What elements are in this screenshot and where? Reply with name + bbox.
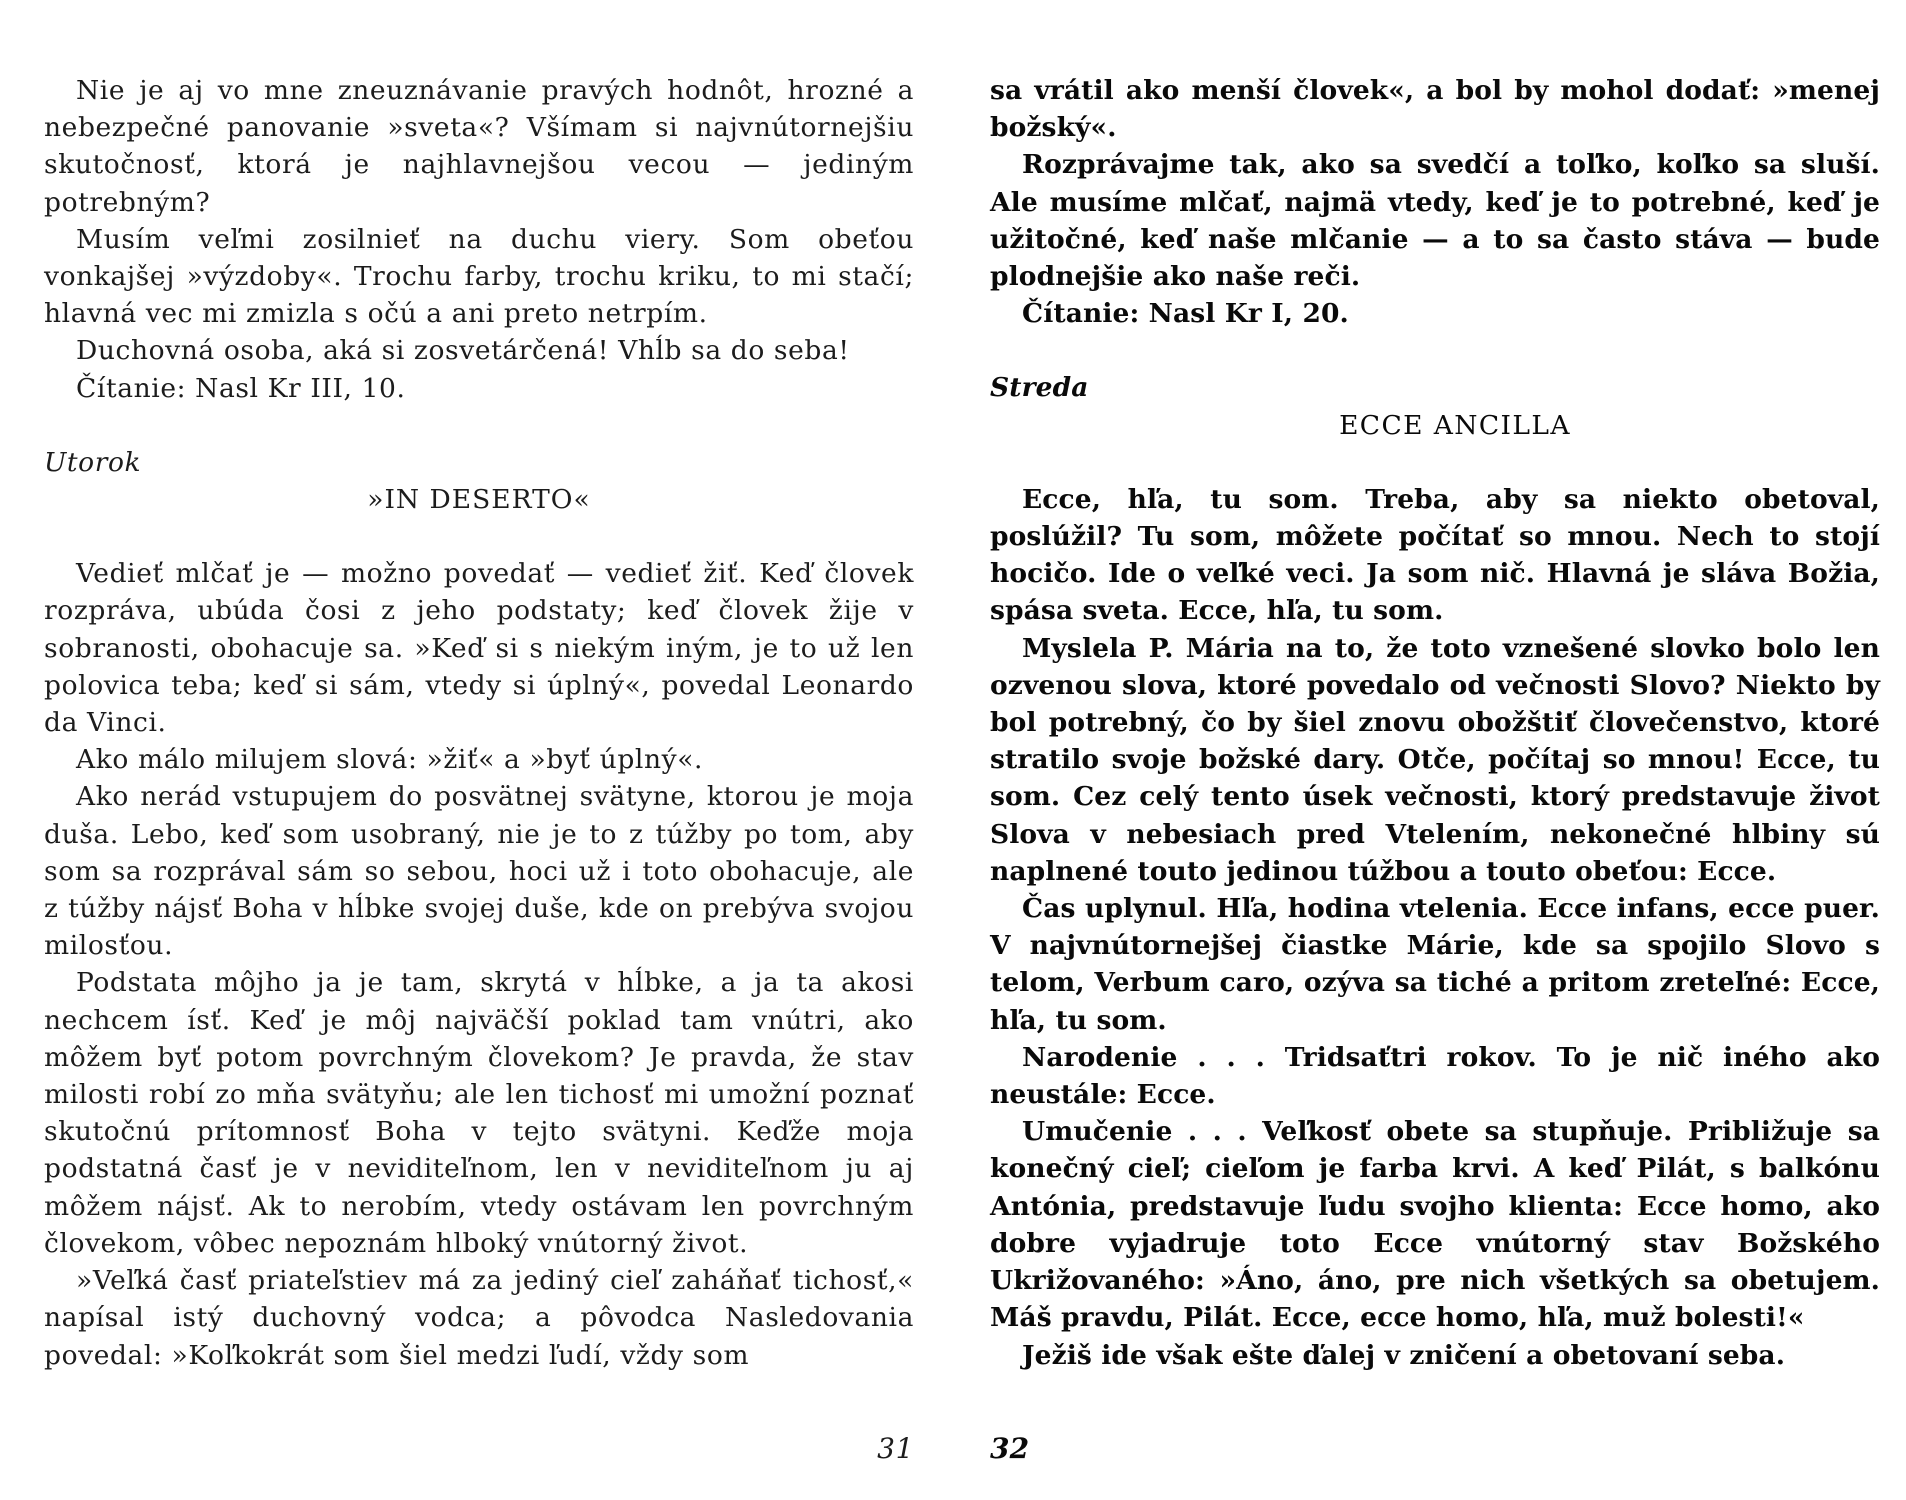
day-label: Streda xyxy=(990,372,1089,404)
right-page xyxy=(990,0,1880,1500)
left-page-text xyxy=(44,72,914,1374)
paragraph: Narodenie . . . Tridsaťtri rokov. To je nič iného ako neustále: Ecce. xyxy=(990,1041,1880,1111)
paragraph: Podstata môjho ja je tam, skrytá v hĺbke, a ja ta akosi nechcem ísť. Keď je môj najväčší poklad tam vnútri, ako môžem byť potom povrchným človekom? Je pravda, že stav milosti robí zo mňa svätyňu; ale len tichosť mi umožní poznať skutočnú prítomnosť Boha v tejto svätyni. Keďže moja podstatná časť je v neviditeľnom, len v neviditeľnom ju aj môžem nájsť. Ak to nerobím, vtedy ostávam len povrchným človekom, vôbec nepoznám hlboký vnútorný život. xyxy=(44,967,914,1259)
paragraph: Čas uplynul. Hľa, hodina vtelenia. Ecce infans, ecce puer. V najvnútornejšej čiastke Márie, kde sa spojilo Slovo s telom, Verbum caro, ozýva sa tiché a pritom zreteľné: Ecce, hľa, tu som. xyxy=(990,893,1880,1036)
day-label: Utorok xyxy=(44,446,142,478)
paragraph: Umučenie . . . Veľkosť obete sa stupňuje. Približuje sa konečný cieľ; cieľom je farba krvi. A keď Pilát, s balkónu Antónia, predstavuje ľudu svojho klienta: Ecce homo, ako dobre vyjadruje toto Ecce vnútorný stav Božského Ukrižovaného: »Áno, áno, pre nich všetkých sa obetujem. Máš pravdu, Pilát. Ecce, ecce homo, hľa, muž bolesti!« xyxy=(990,1116,1880,1334)
paragraph: Vedieť mlčať je — možno povedať — vedieť žiť. Keď človek rozpráva, ubúda čosi z jeho podstaty; keď človek žije v sobranosti, obohacuje sa. »Keď si s niekým iným, je to už len polovica teba; keď si sám, vtedy si úplný«, povedal Leonardo da Vinci. xyxy=(44,558,914,739)
paragraph: Myslela P. Mária na to, že toto vznešené slovko bolo len ozvenou slova, ktoré povedalo od večnosti Slovo? Niekto by bol potrebný, čo by šiel znovu obožštiť človečenstvo, ktoré stratilo svoje božské dary. Otče, počítaj so mnou! Ecce, tu som. Cez celý tento úsek večnosti, ktorý predstavuje život Slova v nebesiach pred Vtelením, nekonečné hlbiny sú naplnené touto jedinou túžbou a touto obeťou: Ecce. xyxy=(990,632,1880,887)
right-page-text xyxy=(990,72,1880,1374)
paragraph: Duchovná osoba, aká si zosvetárčená! Vhĺb sa do seba! xyxy=(76,335,850,367)
reading-reference: Čítanie: Nasl Kr III, 10. xyxy=(76,372,406,404)
spacer xyxy=(44,407,914,444)
page-number: 32 xyxy=(990,1432,1030,1465)
spacer xyxy=(44,518,914,555)
left-page xyxy=(44,0,914,1500)
reading-reference: Čítanie: Nasl Kr I, 20. xyxy=(1022,298,1349,330)
section-title: »IN DESERTO« xyxy=(367,484,591,516)
spacer xyxy=(990,332,1880,369)
paragraph: Ako nerád vstupujem do posvätnej svätyne, ktorou je moja duša. Lebo, keď som usobraný, nie je to z túžby po tom, aby som sa rozprával sám so sebou, hoci už i toto obohacuje, ale z túžby nájsť Boha v hĺbke svojej duše, kde on prebýva svojou milosťou. xyxy=(44,781,914,962)
paragraph: Ježiš ide však ešte ďalej v zničení a obetovaní seba. xyxy=(1022,1339,1786,1371)
section-title: ECCE ANCILLA xyxy=(1339,409,1571,441)
spacer xyxy=(990,444,1880,481)
paragraph: Ecce, hľa, tu som. Treba, aby sa niekto obetoval, poslúžil? Tu som, môžete počítať so mnou. Nech to stojí hocičo. Ide o veľké veci. Ja som nič. Hlavná je sláva Božia, spása sveta. Ecce, hľa, tu som. xyxy=(990,483,1880,627)
paragraph: Musím veľmi zosilnieť na duchu viery. Som obeťou vonkajšej »výzdoby«. Trochu farby, trochu kriku, to mi stačí; hlavná vec mi zmizla s očú a ani preto netrpím. xyxy=(44,223,914,330)
paragraph: Ako málo milujem slová: »žiť« a »byť úplný«. xyxy=(76,744,704,776)
paragraph: Rozprávajme tak, ako sa svedčí a toľko, koľko sa sluší. Ale musíme mlčať, najmä vtedy, keď je to potrebné, keď je užitočné, keď naše mlčanie — a to sa často stáva — bude plodnejšie ako naše reči. xyxy=(990,149,1880,293)
paragraph-continuation: sa vrátil ako menší človek«, a bol by mohol dodať: »menej božský«. xyxy=(990,75,1880,144)
book-gutter xyxy=(952,0,954,1500)
paragraph: »Veľká časť priateľstiev má za jediný cieľ zaháňať tichosť,« napísal istý duchovný vodca; a pôvodca Nasledovania povedal: »Koľkokrát som šiel medzi ľudí, vždy som xyxy=(44,1265,914,1371)
page-number: 31 xyxy=(877,1432,914,1465)
paragraph: Nie je aj vo mne zneuznávanie pravých hodnôt, hrozné a nebezpečné panovanie »sveta«? Všímam si najvnútornejšiu skutočnosť, ktorá je najhlavnejšou vecou — jediným potrebným? xyxy=(44,75,914,218)
